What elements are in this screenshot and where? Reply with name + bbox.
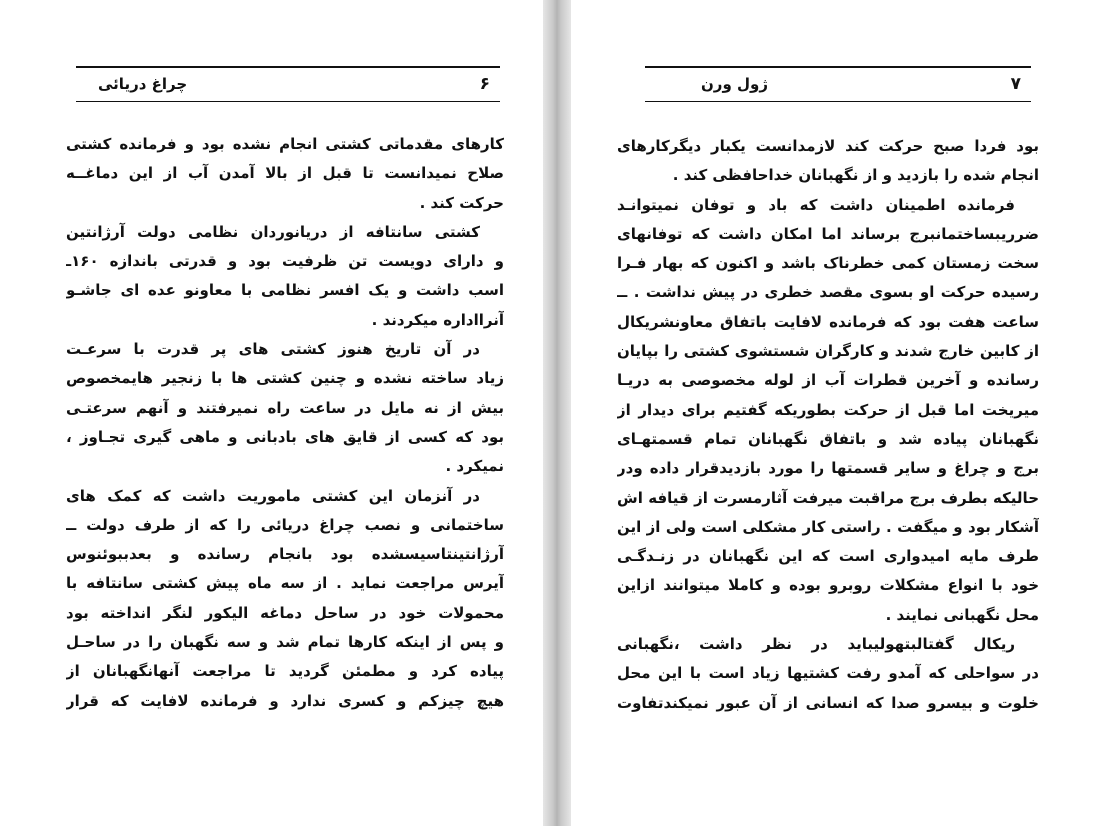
text-line: و پس از اینکه کارها تمام شد و سه نگهبان را در ساحـل bbox=[66, 633, 504, 652]
text-line: میریخت اما قبل از حرکت بطوریکه گفتیم برای دیدار از bbox=[617, 400, 1039, 419]
text-line: خود با انواع مشکلات روبرو بوده و کاملا میتوانند ازاین bbox=[617, 576, 1039, 595]
text-line: محل نگهبانی نمایند . bbox=[885, 605, 1039, 624]
left-page-body bbox=[66, 130, 504, 716]
text-line: کارهای مقدماتی کشتی انجام نشده بود و فرمانده کشتی bbox=[66, 135, 504, 153]
text-line: آشکار بود و میگفت . راستی کار مشکلی است ولی از این bbox=[617, 517, 1039, 536]
text-line: بود فردا صبح حرکت کند لازمدانست یکبار دیگرکارهای bbox=[617, 137, 1039, 155]
text-line: در آنزمان این کشتی ماموریت داشت که کمک های bbox=[66, 486, 480, 505]
right-page-header bbox=[645, 66, 1031, 102]
text-line: ساختمانی و نصب چراغ دریائی را که از طرف دولت ــ bbox=[66, 515, 504, 534]
text-line: آرژانتینتاسیسشده بود بانجام رسانده و بعدببوئنوس bbox=[66, 545, 504, 564]
text-line: ساعت هفت بود که فرمانده لافایت باتفاق معاونشریکال bbox=[617, 312, 1039, 331]
text-line: صلاح نمیدانست تا قبل از بالا آمدن آب از این دماغــه bbox=[66, 164, 504, 183]
text-line: طرف مایه امیدواری است که این نگهبانان در زنـدگـی bbox=[617, 547, 1039, 566]
text-line: اسب داشت و یک افسر نظامی با معاونو عده ای جاشـو bbox=[66, 281, 504, 300]
text-line: پیاده کرد و مطمئن گردید تا مراجعت آنهانگهبانان از bbox=[66, 662, 504, 681]
text-line: نمیکرد . bbox=[445, 457, 504, 476]
text-line: از کابین خارج شدند و کارگران شستشوی کشتی را بپایان bbox=[617, 342, 1039, 361]
page-number: ۶ bbox=[479, 74, 490, 94]
text-line: برج و چراغ و سایر قسمتها را مورد بازدیدقرار داده ودر bbox=[617, 459, 1039, 478]
text-line: هیچ چیزکم و کسری ندارد و فرمانده لافایت که قرار bbox=[66, 691, 504, 710]
text-line: رسیده حرکت او بسوی مقصد خطری در پیش نداشت . ــ bbox=[617, 283, 1039, 302]
right-page-body bbox=[617, 132, 1039, 718]
text-line: خلوت و بیسرو صدا که انسانی از آن عبور نمیکندتفاوت bbox=[617, 693, 1039, 712]
text-line: آیرس مراجعت نماید . از سه ماه پیش کشتی سانتافه با bbox=[66, 574, 504, 593]
text-line: ریکال گفتالبتهولیباید در نظر داشت ،نگهبانی bbox=[617, 635, 1015, 654]
text-line: در آن تاریخ هنوز کشتی های پر قدرت با سرعـت bbox=[66, 340, 480, 359]
text-line: حرکت کند . bbox=[419, 193, 504, 212]
text-line: زیاد ساخته نشده و چنین کشتی ها با زنجیر هایمخصوص bbox=[66, 369, 504, 388]
text-line: بود که کسی از قایق های بادبانی و ماهی گیری تجـاوز ، bbox=[66, 427, 504, 446]
running-title: ژول ورن bbox=[701, 75, 768, 93]
page-number: ۷ bbox=[1010, 74, 1021, 94]
left-page-header bbox=[76, 66, 500, 102]
right-page bbox=[571, 0, 1093, 826]
text-line: در سواحلی که آمدو رفت کشتیها زیاد است با این محل bbox=[617, 664, 1039, 683]
running-title: چراغ دریائی bbox=[98, 75, 188, 93]
text-line: سخت زمستان کمی خطرناک باشد و اکنون که بهار فـرا bbox=[617, 254, 1039, 273]
text-line: محمولات خود در ساحل دماغه الیکور لنگر انداخته بود bbox=[66, 603, 504, 622]
text-line: انجام شده را بازدید و از نگهبانان خداحافظی کند . bbox=[672, 166, 1039, 185]
left-page bbox=[0, 0, 543, 826]
book-spine-gutter bbox=[543, 0, 571, 826]
text-line: بیش از نه مایل در ساعت راه نمیرفتند و آنهم سرعتـی bbox=[66, 398, 504, 417]
text-line: حالیکه بطرف برج مراقبت میرفت آثارمسرت از قیافه اش bbox=[617, 488, 1039, 507]
text-line: کشتی سانتافه از دریانوردان نظامی دولت آرژانتین bbox=[66, 222, 480, 241]
text-line: آنرااداره میکردند . bbox=[371, 310, 504, 329]
text-line: ضرریبساختمانبرج برساند اما امکان داشت که توفانهای bbox=[617, 224, 1039, 243]
text-line: رسانده و آخرین قطرات آب از لوله مخصوصی به دریـا bbox=[617, 371, 1039, 390]
text-line: نگهبانان پیاده شد و باتفاق نگهبانان تمام قسمتهـای bbox=[617, 429, 1039, 448]
text-line: و دارای دویست تن ظرفیت بود و قدرتی باندازه ۱۶۰ـ bbox=[66, 252, 504, 271]
text-line: فرمانده اطمینان داشت که باد و توفان نمیتوانـد bbox=[617, 195, 1015, 214]
